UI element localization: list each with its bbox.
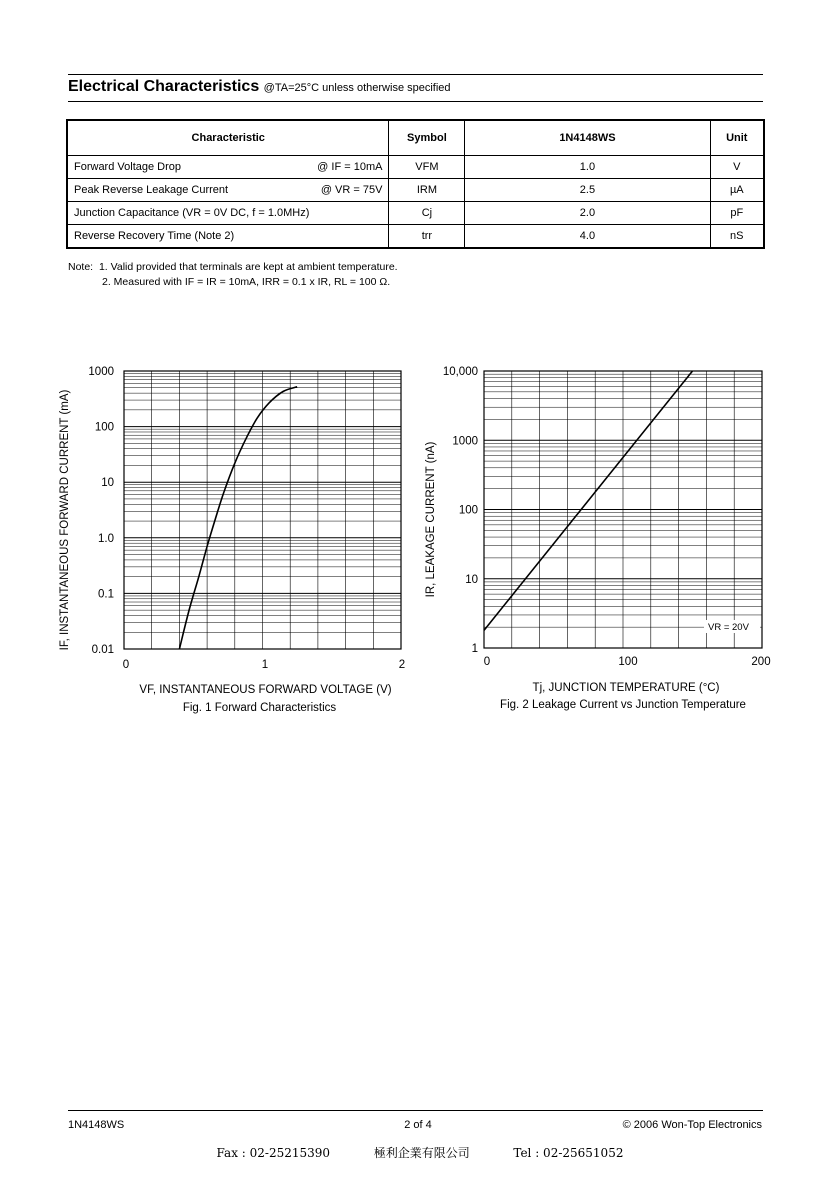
y-tick-label: 10	[465, 573, 478, 586]
section-condition: @TA=25°C unless otherwise specified	[263, 82, 451, 94]
data-series-line	[484, 371, 693, 630]
x-tick-label: 100	[618, 656, 638, 668]
value-cell: 1.0	[465, 156, 710, 179]
col-header-characteristic: Characteristic	[67, 120, 389, 156]
tel-text: Tel : 02-25651052	[513, 1146, 624, 1160]
y-tick-label: 1000	[452, 435, 478, 448]
y-tick-label: 1	[471, 643, 478, 655]
y-tick-label: 1.0	[98, 532, 114, 545]
x-tick-label: 0	[122, 659, 130, 671]
characteristic-text: Junction Capacitance (VR = 0V DC, f = 1.0MHz)	[74, 207, 310, 219]
x-tick-label: 2	[398, 659, 406, 671]
x-axis-label: Tj, JUNCTION TEMPERATURE (°C)	[532, 682, 720, 694]
annotation-label: VR = 20V	[708, 622, 749, 633]
x-axis-label: VF, INSTANTANEOUS FORWARD VOLTAGE (V)	[139, 684, 392, 696]
y-tick-label: 10,000	[442, 366, 478, 378]
condition-text: @ VR = 75V	[320, 184, 383, 196]
value-cell: 2.0	[465, 202, 710, 225]
unit-cell: nS	[710, 225, 764, 249]
unit-cell: µA	[710, 179, 764, 202]
x-tick-label: 0	[483, 656, 491, 668]
symbol-cell: VFM	[389, 156, 465, 179]
x-tick-label: 1	[261, 659, 269, 671]
figure-caption: Fig. 1 Forward Characteristics	[182, 702, 337, 714]
y-axis-label: IF, INSTANTANEOUS FORWARD CURRENT (mA)	[59, 389, 71, 651]
y-tick-label: 1000	[88, 366, 114, 378]
characteristic-text: Peak Reverse Leakage Current	[74, 184, 229, 196]
figure-caption: Fig. 2 Leakage Current vs Junction Temperature	[500, 699, 746, 711]
condition-text: @ IF = 10mA	[317, 161, 383, 173]
value-cell: 4.0	[465, 225, 710, 249]
footer-contact-line	[0, 1144, 840, 1161]
col-header-symbol: Symbol	[389, 120, 465, 156]
footer-part: 1N4148WS	[68, 1119, 125, 1131]
unit-cell: pF	[710, 202, 764, 225]
unit-cell: V	[710, 156, 764, 179]
col-header-part: 1N4148WS	[465, 120, 710, 156]
notes-label: Note:	[68, 261, 94, 273]
company-name: 極利企業有限公司	[373, 1146, 470, 1160]
footer-rule	[68, 1110, 763, 1111]
y-tick-label: 0.1	[98, 588, 114, 601]
fax-text: Fax : 02-25215390	[216, 1146, 331, 1160]
footer-copyright: © 2006 Won-Top Electronics	[622, 1119, 762, 1131]
note-2: 2. Measured with IF = IR = 10mA, IRR = 0.1 x IR, RL = 100 Ω.	[102, 276, 391, 288]
value-cell: 2.5	[465, 179, 710, 202]
symbol-cell: Cj	[389, 202, 465, 225]
y-axis-label: IR, LEAKAGE CURRENT (nA)	[425, 441, 437, 598]
section-title-text: Electrical Characteristics	[68, 78, 260, 95]
symbol-cell: trr	[389, 225, 465, 249]
characteristic-text: Reverse Recovery Time (Note 2)	[74, 230, 235, 242]
x-tick-label: 200	[751, 656, 771, 668]
y-tick-label: 10	[101, 477, 114, 490]
note-1: 1. Valid provided that terminals are kept at ambient temperature.	[98, 261, 398, 273]
y-tick-label: 100	[458, 504, 478, 517]
footer-page: 2 of 4	[404, 1119, 432, 1131]
y-tick-label: 0.01	[91, 644, 114, 656]
characteristic-text: Forward Voltage Drop	[74, 161, 181, 173]
symbol-cell: IRM	[389, 179, 465, 202]
y-tick-label: 100	[94, 421, 114, 434]
col-header-unit: Unit	[710, 120, 764, 156]
